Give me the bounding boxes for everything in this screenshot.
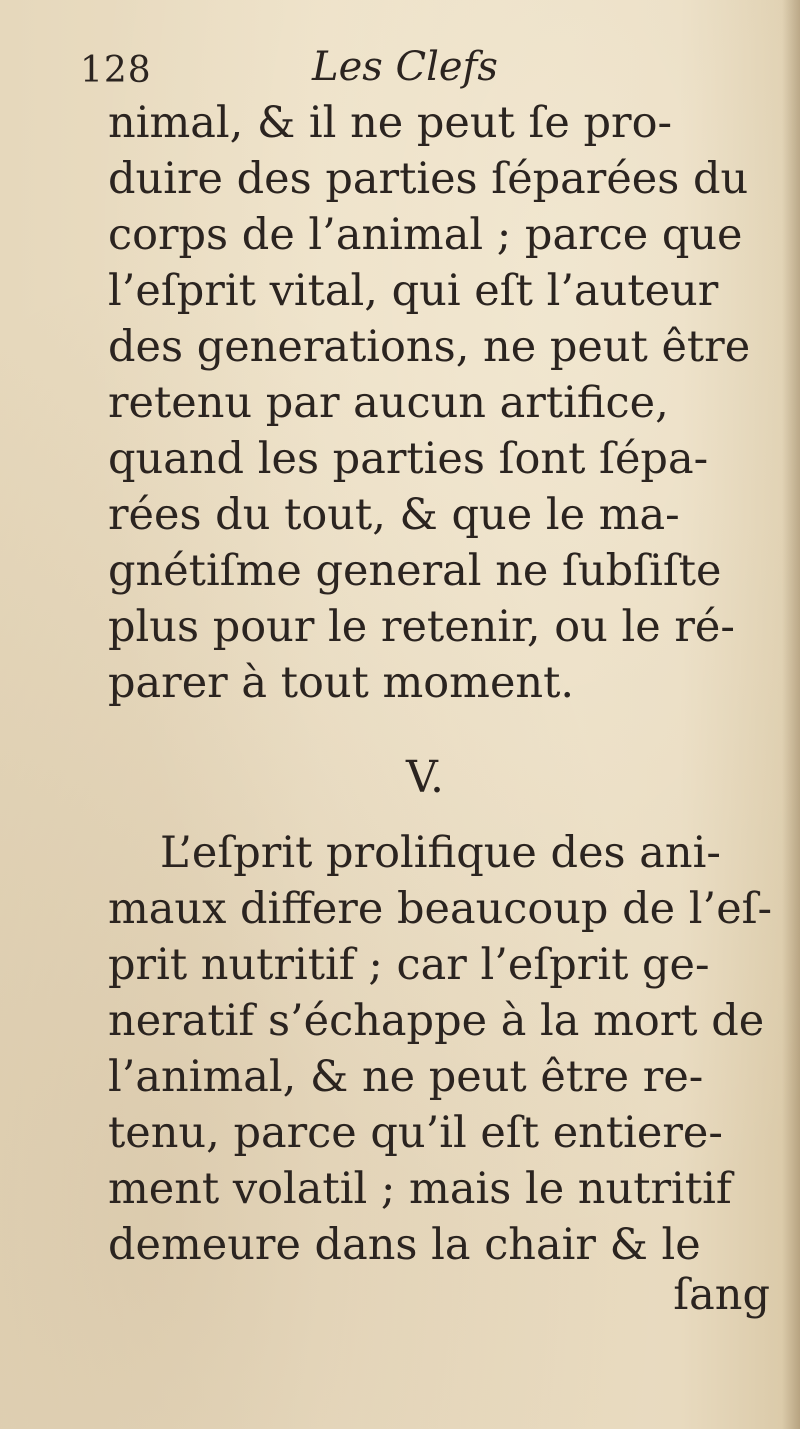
text-line: demeure dans la chair & le — [108, 1220, 701, 1270]
text-line: gnétiſme general ne ſubſiſte — [108, 546, 722, 596]
text-line: des generations, ne peut être — [108, 322, 751, 372]
text-line: quand les parties ſont ſépa- — [108, 434, 709, 484]
paragraph-1 — [108, 95, 788, 711]
page-number: 128 — [80, 50, 152, 91]
text-line: nimal, & il ne peut ſe pro- — [108, 98, 673, 148]
text-line: prit nutritif ; car l’eſprit ge- — [108, 940, 710, 990]
page-header — [80, 40, 720, 100]
text-line: duire des parties ſéparées du — [108, 154, 749, 204]
text-line: neratif s’échappe à la mort de — [108, 996, 765, 1046]
text-line: l’eſprit vital, qui eſt l’auteur — [108, 266, 719, 316]
section-number: V. — [405, 752, 445, 803]
text-line: l’animal, & ne peut être re- — [108, 1052, 704, 1102]
text-line: ment volatil ; mais le nutritif — [108, 1164, 732, 1214]
section-heading — [0, 752, 800, 803]
text-line: plus pour le retenir, ou le ré- — [108, 602, 735, 652]
text-line: corps de l’animal ; parce que — [108, 210, 743, 260]
text-line: tenu, parce qu’il eſt entiere- — [108, 1108, 723, 1158]
catchword: ſang — [673, 1270, 770, 1320]
text-line: rées du tout, & que le ma- — [108, 490, 680, 540]
paragraph-2 — [108, 825, 788, 1273]
text-line: L’eſprit prolifique des ani- — [160, 828, 721, 878]
text-line: retenu par aucun artifice, — [108, 378, 669, 428]
text-line: maux differe beaucoup de l’eſ- — [108, 884, 773, 934]
text-line: parer à tout moment. — [108, 658, 575, 708]
running-title: Les Clefs — [312, 44, 498, 90]
